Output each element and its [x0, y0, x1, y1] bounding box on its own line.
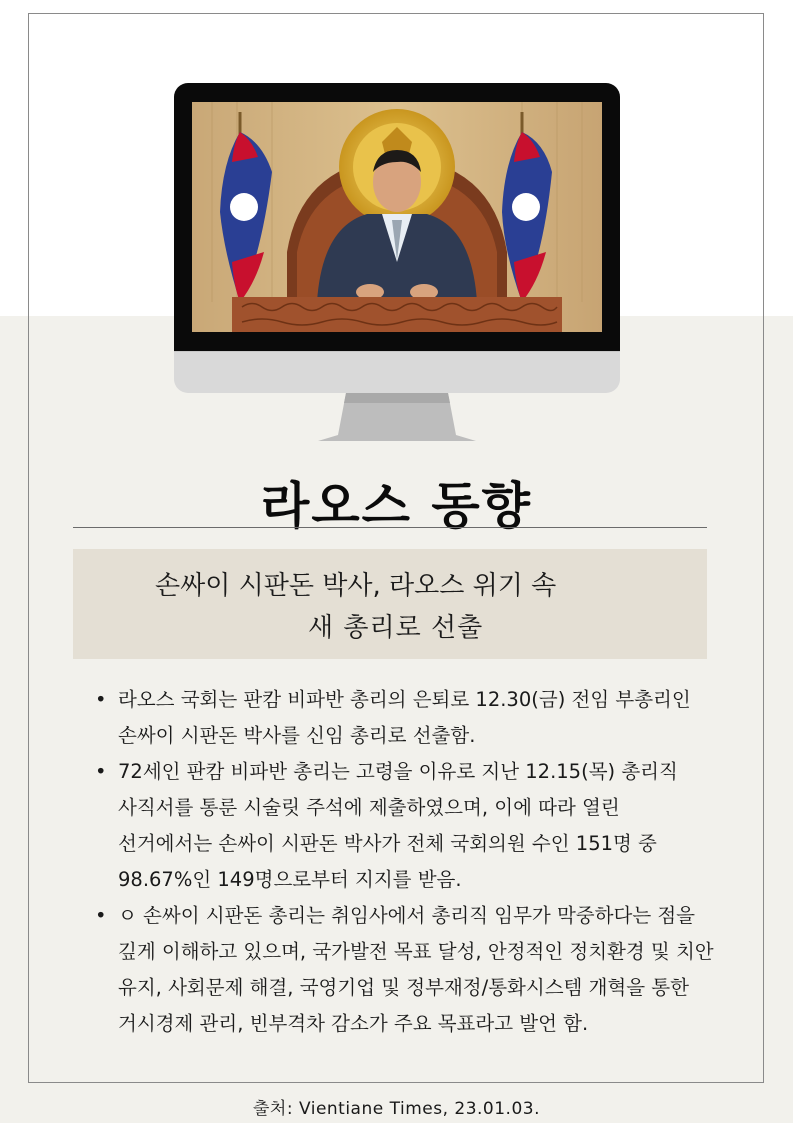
headline-line-2: 새 총리로 선출 — [308, 613, 484, 643]
list-item — [92, 682, 722, 754]
bullet-text: 라오스 국회는 판캄 비파반 총리의 은퇴로 12.30(금) 전임 부총리인 손싸이 시판돈 박사를 신임 총리로 선출함. — [118, 688, 691, 747]
prime-minister-photo — [192, 102, 602, 332]
news-photo — [192, 102, 602, 332]
source-citation: 출처: Vientiane Times, 23.01.03. — [252, 1099, 540, 1119]
monitor-stand — [318, 393, 476, 441]
bullet-marker: • — [95, 688, 107, 711]
bullet-list — [92, 682, 722, 1042]
headline-line-1: 손싸이 시판돈 박사, 라오스 위기 속 — [155, 571, 557, 601]
page-title: 라오스 동향 — [261, 477, 532, 535]
bullet-marker: • — [95, 760, 107, 783]
bullet-text: ㅇ 손싸이 시판돈 총리는 취임사에서 총리직 임무가 막중하다는 점을 깊게 이해하고 있으며, 국가발전 목표 달성, 안정적인 정치환경 및 치안 유지, 사회문제 해결, 국영기업 및 정부재정/통화시스템 개혁을 통한 거시경제 관리, 빈부격차 감소가 주요 목표라고 발언 함. — [118, 904, 714, 1035]
bullet-text: 72세인 판캄 비파반 총리는 고령을 이유로 지난 12.15(목) 총리직 사직서를 통룬 시술릿 주석에 제출하였으며, 이에 따라 열린 선거에서는 손싸이 시판돈 박사가 전체 국회의원 수인 151명 중 98.67%인 149명으로부터 지지를 받음. — [118, 760, 678, 891]
bullet-marker: • — [95, 904, 107, 927]
title-divider — [73, 527, 707, 528]
list-item — [92, 898, 722, 1042]
monitor-chin — [174, 351, 620, 393]
list-item — [92, 754, 722, 898]
